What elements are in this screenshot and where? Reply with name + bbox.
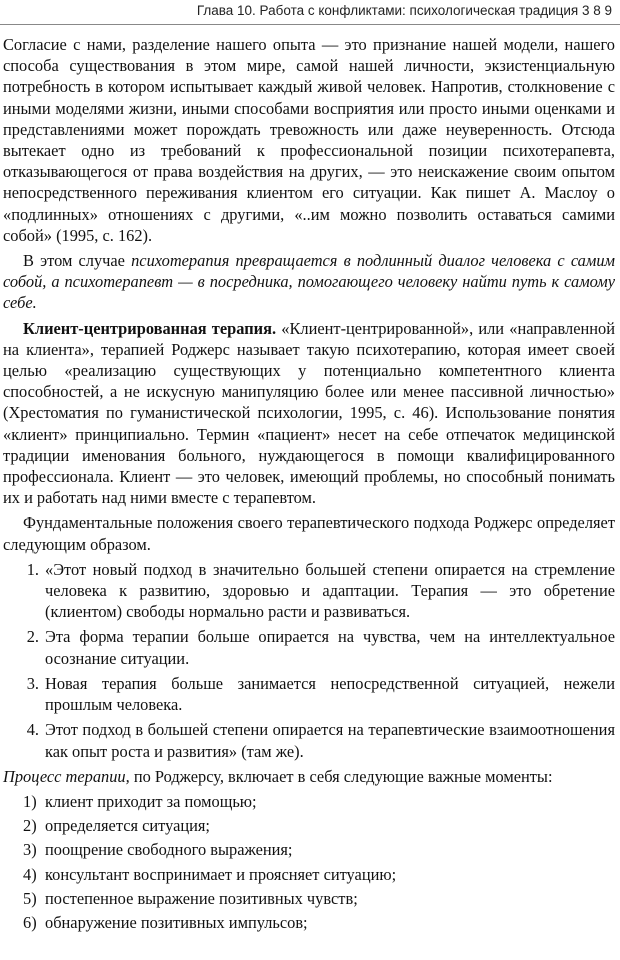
list-item-text: обнаружение позитивных импульсов; — [45, 912, 308, 932]
list-item — [3, 815, 615, 836]
list-item-text: клиент приходит за помощью; — [45, 791, 257, 811]
list-item — [3, 912, 615, 933]
list-item-number: 3. — [26, 673, 39, 693]
list-item-text: Эта форма терапии больше опирается на чувства, чем на интеллектуальное осознание ситуации. — [45, 627, 615, 668]
list-item — [3, 673, 615, 715]
list-item-text: поощрение свободного выражения; — [45, 840, 293, 860]
list-item-number: 5) — [23, 888, 37, 908]
list-item — [3, 888, 615, 909]
paragraph-4: Фундаментальные положения своего терапевтического подхода Роджерс определяет следующим образом. — [3, 513, 615, 554]
paragraph-2 — [3, 250, 615, 314]
list-item-number: 4) — [23, 864, 37, 884]
paragraph-5-emphasis: Процесс терапии, — [3, 766, 130, 786]
list-item — [3, 839, 615, 860]
therapy-steps-list — [3, 791, 615, 933]
paragraph-3 — [3, 318, 615, 509]
paragraph-5-text: по Роджерсу, включает в себя следующие важные моменты: — [129, 766, 553, 786]
list-item-number: 4. — [26, 720, 39, 740]
list-item-text: «Этот новый подход в значительно большей степени опирается на стремление человека к развитию, здоровью и адаптации. Терапия — это обретение (клиентом) свободы нормально расти и развиваться. — [45, 559, 615, 622]
list-item — [3, 719, 615, 761]
header-divider — [0, 24, 620, 25]
list-item-number: 2) — [23, 816, 37, 836]
section-heading: Клиент-центрированная терапия. — [23, 318, 277, 338]
list-item-text: Новая терапия больше занимается непосредственной ситуацией, нежели прошлым человека. — [45, 673, 615, 715]
list-item-number: 1) — [23, 791, 37, 811]
list-item-text: определяется ситуация; — [45, 816, 210, 836]
list-item — [3, 626, 615, 668]
list-item-text: Этот подход в большей степени опирается на терапевтические взаимоотношения как опыт роста и развития» (там же). — [45, 720, 615, 761]
page-body — [3, 34, 615, 936]
paragraph-3-text: «Клиент-центрированной», или «направленной на клиента», терапией Роджерс называет такую психотерапию, которая имеет своей целью «реализацию существующих у потенциально компетентного клиента способностей, а не искусную манипуляцию более или менее пассивной личностью» (Хрестоматия по гуманистической психологии, 1995, с. 46). Использование понятия «клиент» принципиально. Термин «пациент» несет на себе отпечаток медицинской традиции именования больного, нуждающегося в помощи квалифицированного профессионала. Клиент — это человек, имеющий проблемы, но способный понимать их и работать над ними вместе с терапевтом. — [3, 318, 616, 508]
list-item — [3, 791, 615, 812]
running-header: Глава 10. Работа с конфликтами: психологическая традиция 3 8 9 — [196, 3, 612, 18]
principles-list — [3, 559, 615, 762]
list-item — [3, 864, 615, 885]
list-item — [3, 559, 615, 623]
list-item-text: консультант воспринимает и проясняет ситуацию; — [45, 864, 397, 884]
list-item-number: 6) — [23, 912, 37, 932]
paragraph-1: Согласие с нами, разделение нашего опыта — это признание нашей модели, нашего способа существования в этом мире, самой нашей личности, экзистенциальную потребность в котором испытывает каждый живой человек. Напротив, столкновение с иными моделями жизни, иными способами восприятия или просто иными оценками и представлениями может порождать тревожность или даже неуверенность. Отсюда вытекает одно из требований к профессиональной позиции психотерапевта, отказывающегося от права воздействия на других, — это неискажение своим опытом непосредственного переживания клиентом его ситуации. Как пишет А. Маслоу о «подлинных» отношениях с другими, «..им можно позволить оставаться самими собой» (1995, с. 162). — [3, 35, 615, 245]
list-item-number: 3) — [23, 840, 37, 860]
list-item-number: 1. — [26, 559, 39, 579]
paragraph-5 — [3, 766, 615, 787]
paragraph-2-lead: В этом случае — [23, 251, 132, 271]
paragraph-2-emphasis: психотерапия превращается в подлинный диалог человека с самим собой, а психотерапевт — в посредника, помогающего человеку найти путь к самому себе. — [3, 251, 615, 313]
list-item-text: постепенное выражение позитивных чувств; — [45, 888, 358, 908]
list-item-number: 2. — [26, 627, 39, 647]
